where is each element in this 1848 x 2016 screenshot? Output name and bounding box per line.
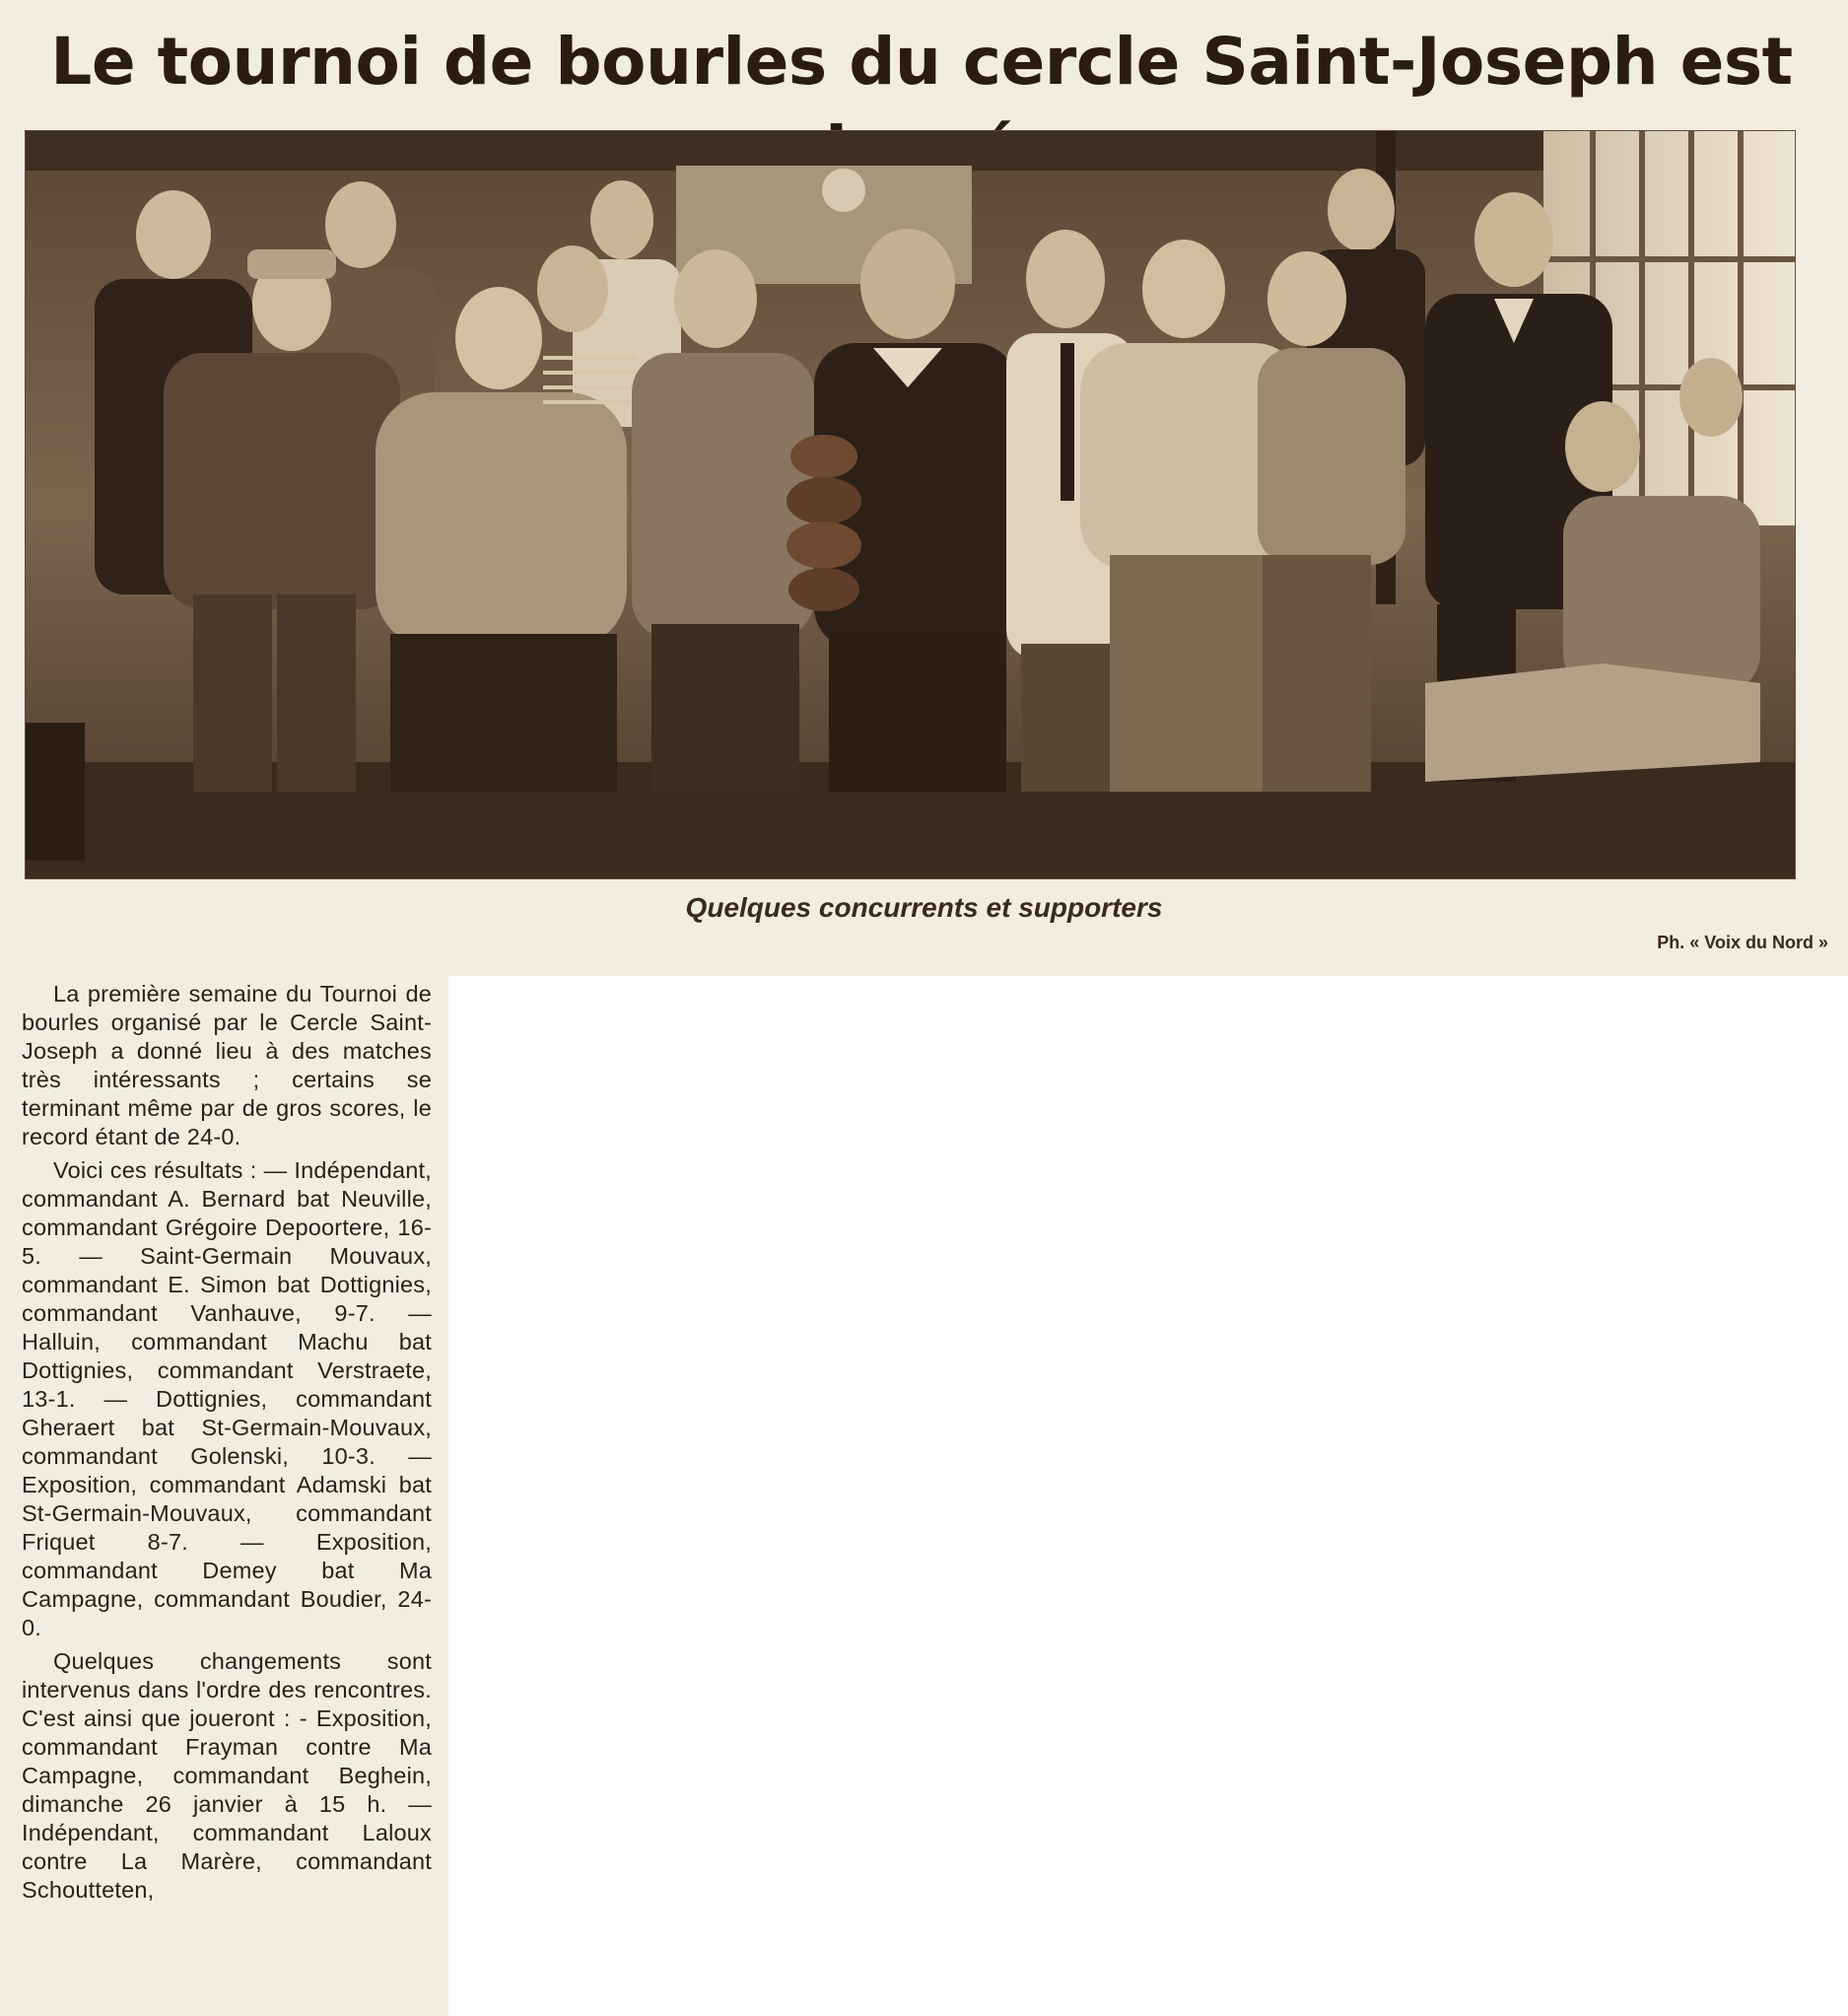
article-headline: Le tournoi de bourles du cercle Saint-Joseph est — [50, 24, 1793, 100]
group-photo — [25, 130, 1796, 879]
group-photo-image — [26, 131, 1795, 878]
article-body — [22, 980, 432, 1905]
article-paragraph: Voici ces résultats : — Indépendant, commandant A. Bernard bat Neuville, commandant Grégoire Depoortere, 16-5. — Saint-Germain Mouvaux, commandant E. Simon bat Dottignies, commandant Vanhauve, 9-7. — Halluin, commandant Machu bat Dottignies, commandant Verstraete, 13-1. — Dottignies, commandant Gheraert bat St-Germain-Mouvaux, commandant Golenski, 10-3. — Exposition, commandant Adamski bat St-Germain-Mouvaux, commandant Friquet 8-7. — Exposition, commandant Demey bat Ma Campagne, commandant Boudier, 24-0. — [22, 1157, 432, 1640]
photo-credit: Ph. « Voix du Nord » — [1657, 933, 1828, 952]
article-paragraph: Quelques changements sont intervenus dans l'ordre des rencontres. C'est ainsi que joueront : - Exposition, commandant Frayman contre Ma Campagne, commandant Beghein, dimanche 26 janvier à 15 h. — Indépendant, commandant Laloux contre La Marère, commandant Schoutteten, — [22, 1648, 432, 1903]
photo-caption: Quelques concurrents et supporters — [685, 892, 1163, 923]
article-paragraph: La première semaine du Tournoi de bourles organisé par le Cercle Saint-Joseph a donné lieu à des matches très intéressants ; certains se terminant même par de gros scores, le record étant de 24-0. — [22, 981, 432, 1149]
